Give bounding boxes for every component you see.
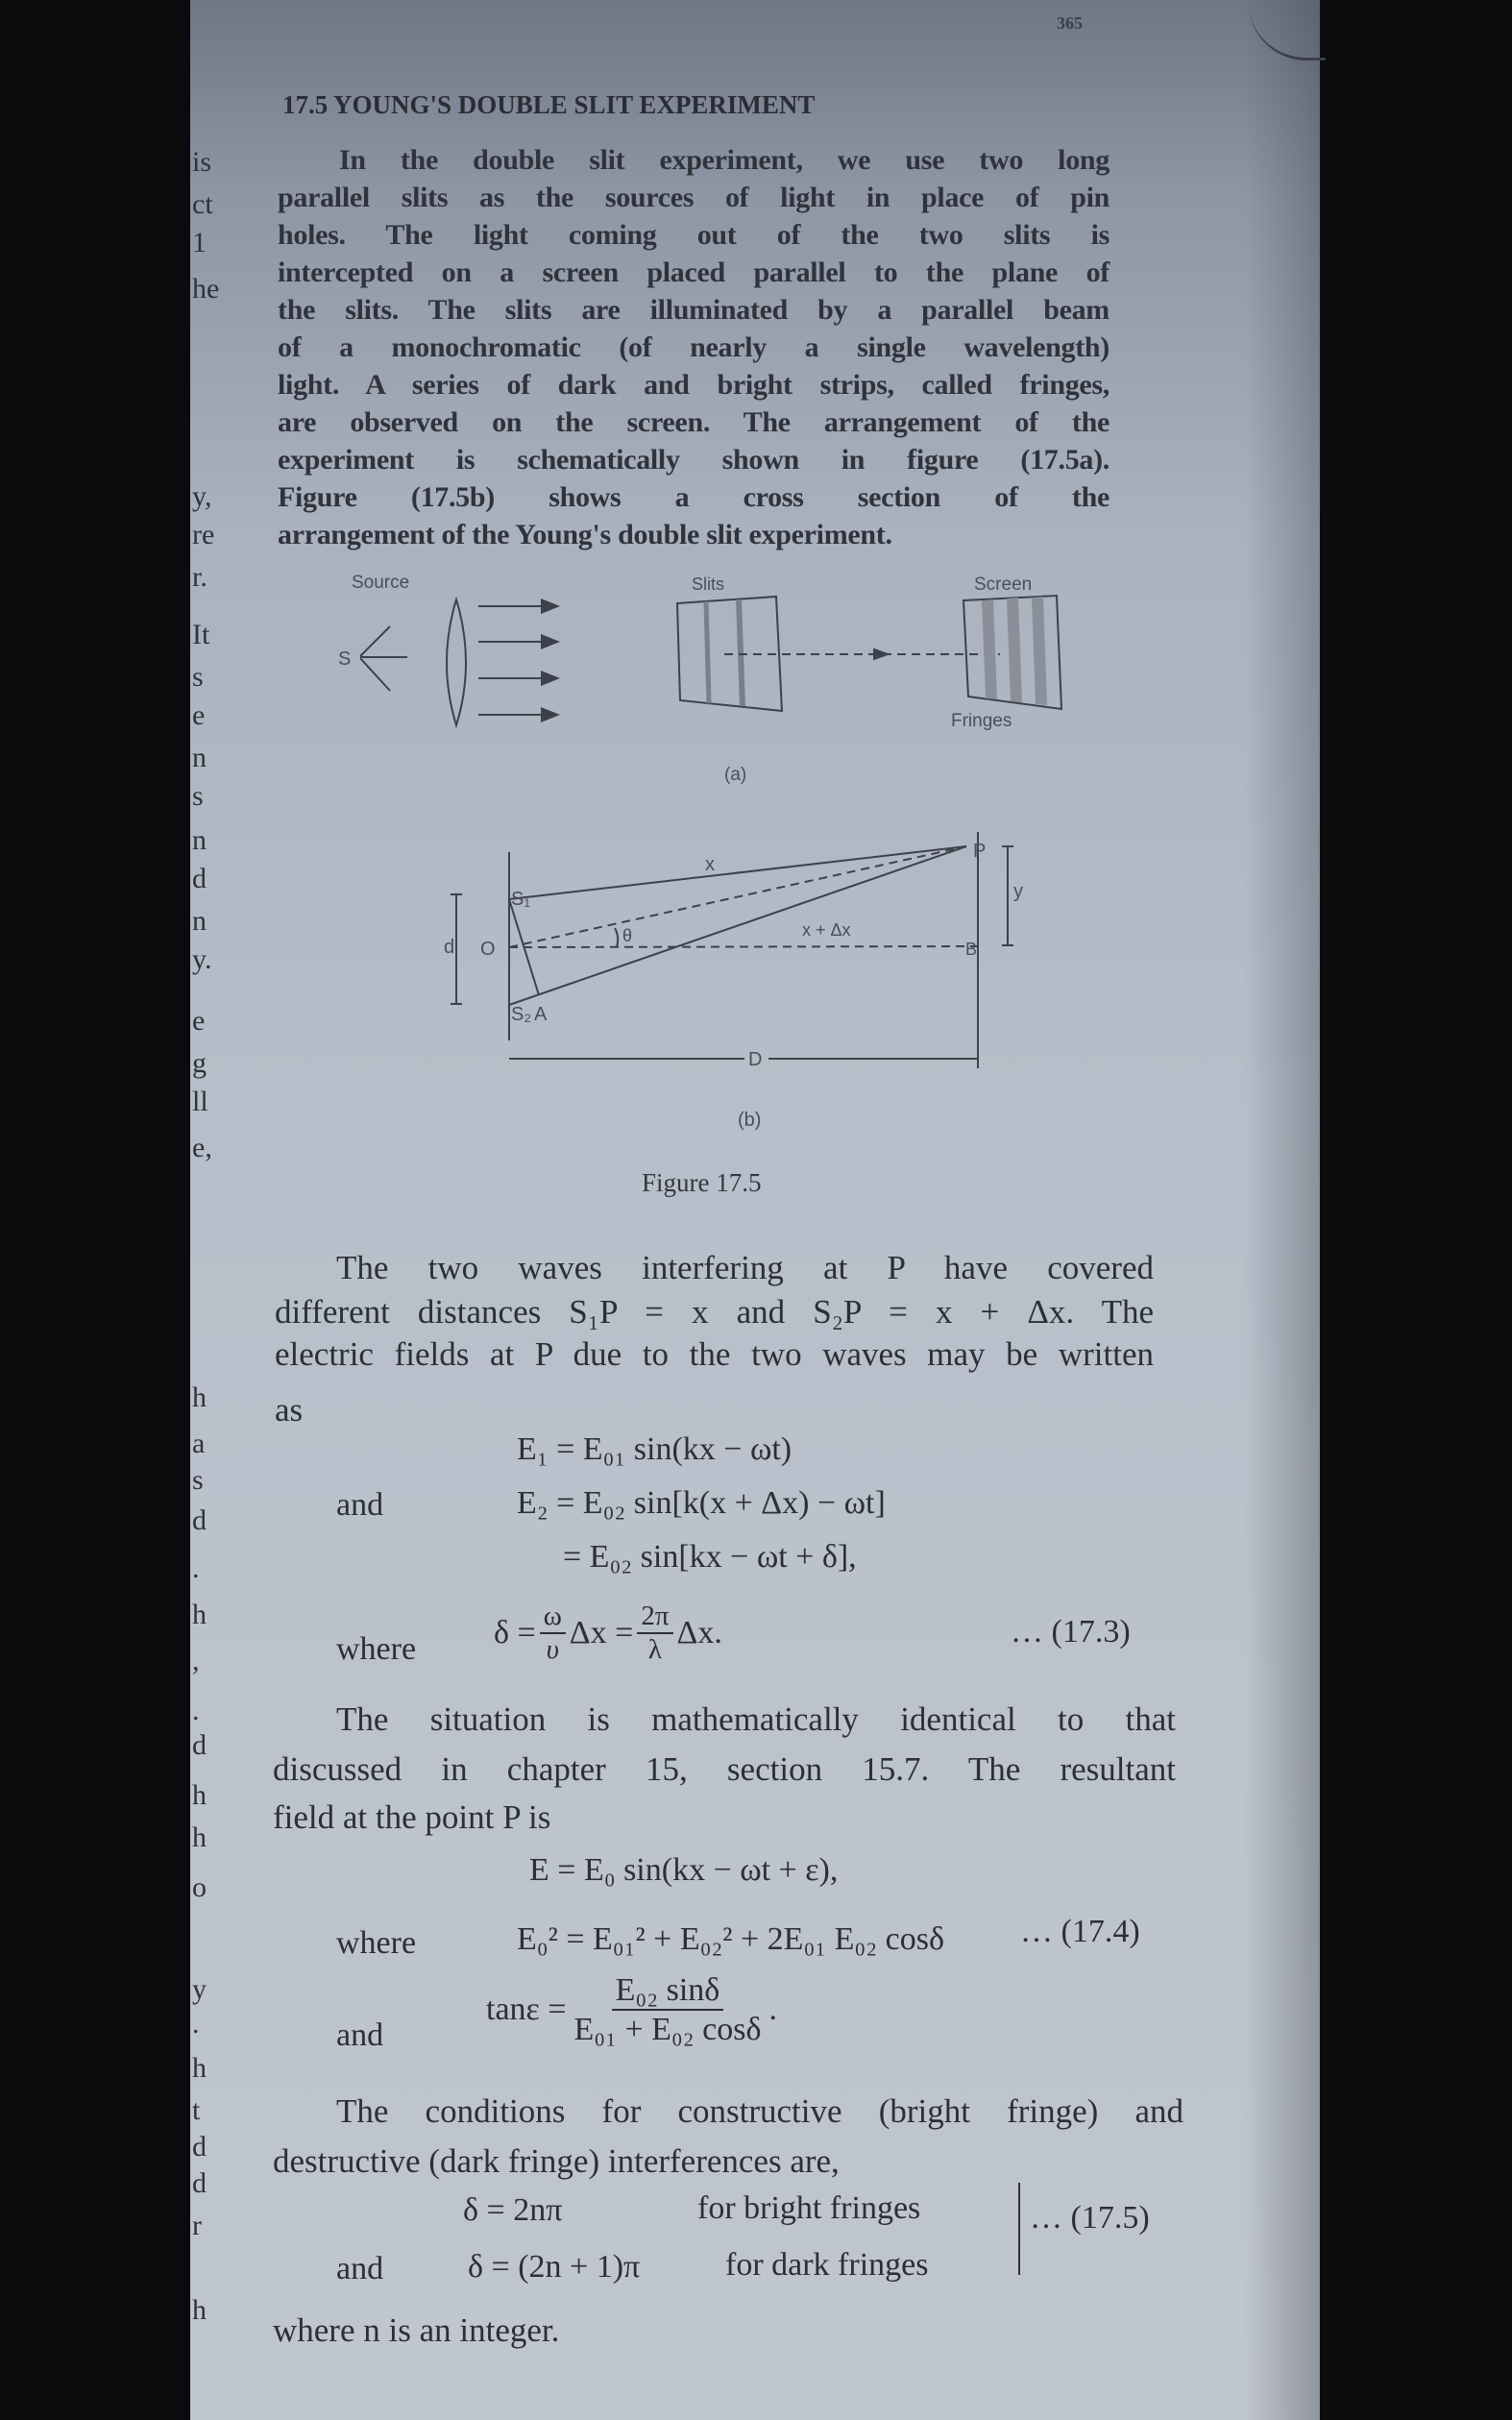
facing-page-fragment: h	[192, 1381, 207, 1413]
section-heading: 17.5 YOUNG'S DOUBLE SLIT EXPERIMENT	[282, 90, 816, 119]
label-d: d	[444, 937, 455, 958]
facing-page-fragment: ct	[192, 188, 213, 220]
label-source: Source	[352, 573, 410, 593]
label-s2: S₂	[511, 1004, 532, 1025]
label-x-dx: x + Δx	[802, 920, 851, 940]
text-line: Figure (17.5b) shows a cross section of the	[278, 481, 1110, 513]
facing-page-fragment: n	[192, 742, 207, 773]
fringe-band	[1007, 598, 1022, 702]
denominator: λ	[647, 1634, 662, 1666]
bright-fringes-text: for bright fringes	[697, 2190, 921, 2226]
text-line: discussed in chapter 15, section 15.7. The resultant	[273, 1750, 1176, 1788]
tan-tail: .	[768, 1992, 777, 2028]
text-line: electric fields at P due to the two waves may be written	[275, 1335, 1154, 1373]
fringe-band	[1032, 597, 1047, 705]
equation-brace-bar	[1018, 2183, 1020, 2275]
label-s: S	[338, 648, 352, 670]
label-slits: Slits	[692, 574, 725, 594]
figure-b	[451, 832, 1013, 1068]
facing-page-fragment: s	[192, 780, 204, 812]
equation-e0-squared: E₀² = E₀₁² + E₀₂² + 2E₀₁ E₀₂ cosδ	[517, 1921, 944, 1957]
text-line: holes. The light coming out of the two slits is	[278, 219, 1110, 251]
source-ray	[360, 658, 390, 691]
equation-tan-epsilon	[486, 1971, 777, 2048]
facing-page-fragment: n	[192, 824, 207, 856]
facing-page-fragment: ,	[192, 1645, 200, 1676]
text-line: The situation is mathematically identical to that	[336, 1700, 1176, 1738]
equation-e2: E₂ = E₀₂ sin[k(x + Δx) − ωt]	[517, 1485, 886, 1521]
facing-page-fragment: y.	[192, 943, 212, 975]
facing-page-fragment: he	[192, 273, 220, 305]
facing-page-fragment: r.	[192, 561, 207, 593]
tan-lhs: tanε =	[486, 1992, 567, 2028]
lens-icon	[447, 599, 466, 725]
facing-page-fragment: o	[192, 1871, 207, 1903]
fringe-band	[982, 599, 997, 699]
numerator: E₀₂ sinδ	[612, 1971, 724, 2011]
text-line: experiment is schematically shown in figure (17.5a).	[278, 444, 1110, 476]
closing-text: where n is an integer.	[273, 2311, 560, 2349]
facing-page-fragment: re	[192, 519, 215, 550]
and-label: and	[336, 1487, 384, 1523]
delta-mid: Δx =	[569, 1615, 634, 1651]
path-o-p	[509, 846, 966, 947]
facing-page-fragment: d	[192, 1729, 207, 1761]
theta-arc	[615, 928, 618, 947]
facing-page-fragment: n	[192, 905, 207, 937]
text-line: In the double slit experiment, we use two long	[339, 144, 1110, 176]
facing-page-fragment: g	[192, 1047, 207, 1079]
label-a: (a)	[724, 765, 747, 785]
facing-page-fragment: d	[192, 1504, 207, 1536]
delta-tail: Δx.	[676, 1615, 722, 1651]
text-line: The two waves interfering at P have covered	[336, 1249, 1154, 1286]
facing-page-fragment: .	[192, 1695, 200, 1726]
facing-page-fragment: ll	[192, 1086, 208, 1117]
facing-page-fragment: d	[192, 2167, 207, 2199]
text-line: of a monochromatic (of nearly a single wavelength)	[278, 331, 1110, 363]
text-line: field at the point P is	[273, 1798, 551, 1836]
label-o: O	[480, 939, 496, 960]
text-line: The conditions for constructive (bright fringe) and	[336, 2092, 1183, 2130]
facing-page-fragment: h	[192, 2052, 207, 2084]
label-theta: θ	[622, 926, 633, 945]
facing-page-fragment: h	[192, 1779, 207, 1811]
numerator: ω	[540, 1601, 566, 1634]
fraction-2pi-lambda	[637, 1601, 672, 1667]
facing-page-fragment: is	[192, 146, 212, 178]
where-label: where	[336, 1631, 417, 1667]
facing-page-fragment: e,	[192, 1132, 212, 1163]
text-line: arrangement of the Young's double slit experiment.	[278, 519, 892, 550]
facing-page-fragment: 1	[192, 227, 207, 258]
label-s1: S₁	[511, 889, 531, 910]
text-line: light. A series of dark and bright strips, called fringes,	[278, 369, 1110, 401]
facing-page-fragment: d	[192, 2131, 207, 2163]
facing-page-fragment: s	[192, 1464, 204, 1496]
label-p: P	[973, 841, 987, 862]
label-b-point: B	[965, 940, 978, 959]
where-label-2: where	[336, 1925, 417, 1961]
facing-page-fragment: r	[192, 2210, 202, 2241]
facing-page-fragment: h	[192, 1599, 207, 1630]
label-x: x	[705, 854, 715, 875]
and-label-2: and	[336, 2017, 384, 2053]
facing-page-fragment: y	[192, 1973, 207, 2005]
equation-e1: E₁ = E₀₁ sin(kx − ωt)	[517, 1431, 793, 1467]
text-line: are observed on the screen. The arrangement of the	[278, 406, 1110, 438]
figure-caption: Figure 17.5	[642, 1168, 762, 1197]
facing-page-fragment: h	[192, 1821, 207, 1853]
facing-page-fragment: a	[192, 1428, 206, 1459]
text-line: the slits. The slits are illuminated by a parallel beam	[278, 294, 1110, 326]
equation-delta	[494, 1601, 722, 1667]
delta-lhs: δ =	[494, 1615, 536, 1651]
facing-page-fragment: .	[192, 1552, 200, 1584]
source-ray	[360, 626, 390, 656]
equation-e2-expanded: = E₀₂ sin[kx − ωt + δ],	[563, 1539, 857, 1575]
facing-page-fragment: e	[192, 699, 206, 731]
facing-page-fragment: .	[192, 2008, 200, 2040]
text-line: different distances S₁P = x and S₂P = x + Δx. The	[275, 1293, 1154, 1331]
equation-dark: δ = (2n + 1)π	[468, 2249, 641, 2285]
facing-page-fragment: d	[192, 863, 207, 894]
equation-number-17-3: … (17.3)	[1011, 1614, 1131, 1650]
label-D: D	[748, 1049, 763, 1070]
slit	[706, 601, 709, 703]
path-s1-p	[509, 846, 966, 899]
text-line: as	[275, 1391, 304, 1429]
label-y: y	[1013, 881, 1023, 902]
facing-page-fragment: s	[192, 661, 204, 693]
figure-a	[360, 596, 1061, 725]
label-screen: Screen	[974, 574, 1033, 595]
facing-page-fragment: y,	[192, 480, 212, 512]
axis-o-b	[509, 946, 978, 947]
equation-number-17-5: … (17.5)	[1030, 2200, 1150, 2236]
path-s2-p	[509, 846, 966, 1005]
slit	[739, 599, 743, 706]
text-line: parallel slits as the sources of light in place of pin	[278, 182, 1110, 213]
fraction-omega-v	[540, 1601, 566, 1667]
and-label-3: and	[336, 2251, 384, 2286]
text-line: intercepted on a screen placed parallel to the plane of	[278, 257, 1110, 288]
label-b: (b)	[738, 1110, 762, 1131]
facing-page-fragment: h	[192, 2294, 207, 2326]
denominator: E₀₁ + E₀₂ cosδ	[573, 2012, 762, 2048]
equation-e-resultant: E = E₀ sin(kx − ωt + ε),	[529, 1852, 839, 1888]
fraction-tan	[571, 1971, 766, 2048]
numerator: 2π	[637, 1601, 672, 1634]
label-a-point: A	[534, 1004, 548, 1025]
denominator: υ	[546, 1634, 559, 1666]
text-line: destructive (dark fringe) interferences are,	[273, 2142, 840, 2180]
dark-fringes-text: for dark fringes	[725, 2247, 929, 2283]
axis-arrowhead	[874, 649, 888, 659]
facing-page-fragment: e	[192, 1005, 206, 1037]
facing-page-fragment: t	[192, 2094, 201, 2126]
equation-number-17-4: … (17.4)	[1020, 1914, 1140, 1949]
equation-bright: δ = 2nπ	[463, 2192, 563, 2228]
page-number: 365	[1057, 13, 1083, 33]
label-fringes: Fringes	[951, 711, 1012, 731]
facing-page-fragment: It	[192, 619, 210, 650]
